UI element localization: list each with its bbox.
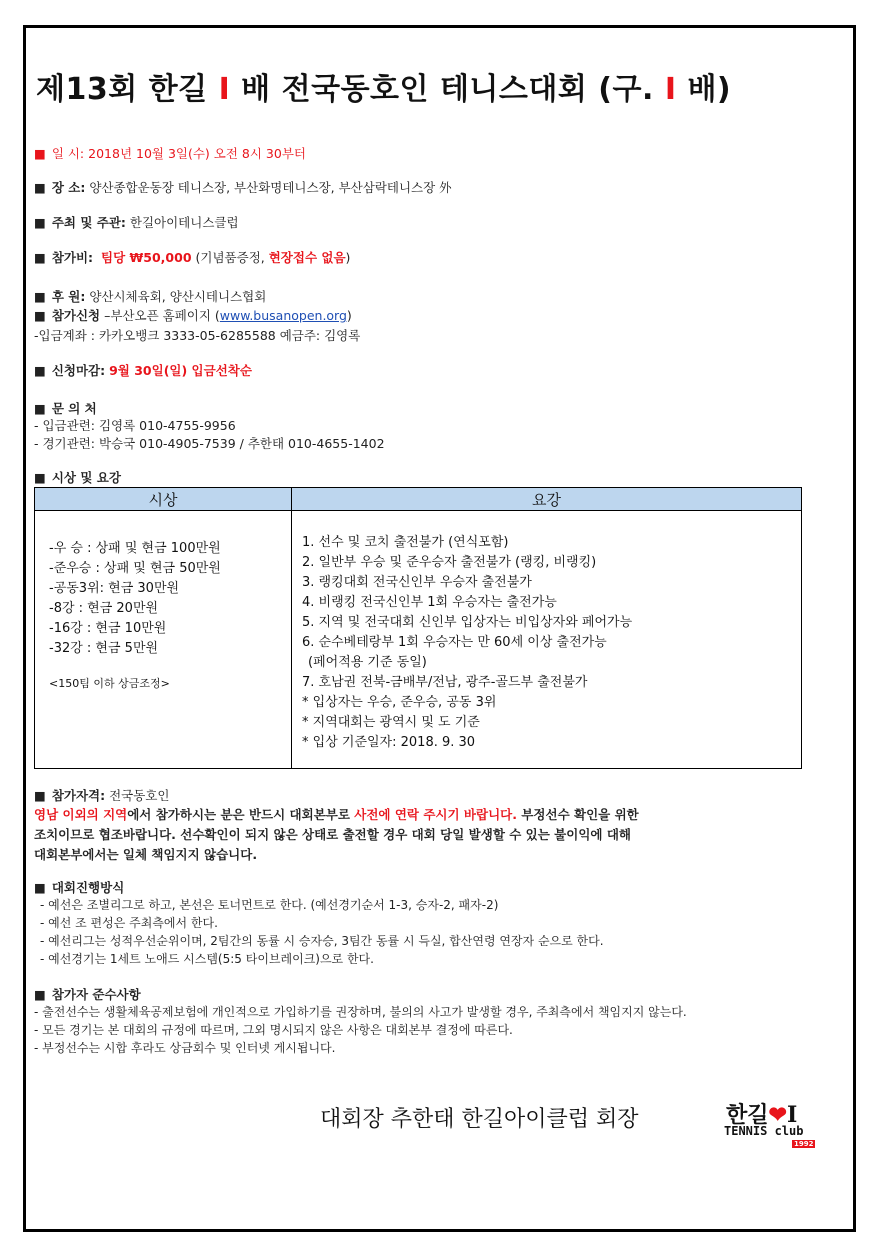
signature: 대회장 추한태 한길아이클럽 회장: [320, 1107, 639, 1132]
logo-year: 1992: [794, 1140, 814, 1148]
rule-item: * 입상 기준일자: 2018. 9. 30: [302, 735, 476, 750]
page-title: 제13회 한길 I 배 전국동호인 테니스대회 (구. I 배): [36, 72, 732, 107]
rule-item: 5. 지역 및 전국대회 신인부 입상자는 비입상자와 페어가능: [302, 615, 633, 630]
rule-item: * 입상자는 우승, 준우승, 공동 3위: [302, 695, 497, 710]
progress-header: ■ 대회진행방식: [34, 880, 125, 895]
rule-item: 3. 랭킹대회 전국신인부 우승자 출전불가: [302, 575, 532, 590]
host-line: ■ 주최 및 주관: 한길아이테니스클럽: [34, 215, 239, 230]
apply-line: ■ 참가신청 –부산오픈 홈페이지 (www.busanopen.org): [34, 308, 352, 323]
compliance-item: - 모든 경기는 본 대회의 규정에 따르며, 그외 명시되지 않은 사항은 대회본부 결정에 따른다.: [34, 1023, 513, 1037]
rules-cell: [292, 511, 802, 769]
prize-item: -우 승 : 상패 및 현금 100만원: [49, 541, 221, 556]
progress-item: - 예선리그는 성적우선순위이며, 2팀간의 동률 시 승자승, 3팀간 동률 시 득실, 합산연령 연장자 순으로 한다.: [40, 934, 604, 948]
compliance-item: - 부정선수는 시합 후라도 상금회수 및 인터넷 게시됩니다.: [34, 1041, 336, 1055]
prize-cell: [35, 511, 292, 769]
eligibility-line-3: 대회본부에서는 일체 책임지지 않습니다.: [34, 847, 258, 862]
compliance-header: ■ 참가자 준수사항: [34, 987, 141, 1002]
contact-game: - 경기관련: 박승국 010-4905-7539 / 추한태 010-4655-1402: [34, 436, 385, 451]
fee-line: ■ 참가비: 팀당 ₩50,000 (기념품증정, 현장접수 없음): [34, 250, 351, 265]
awards-table: [34, 487, 802, 769]
prize-item: -32강 : 현금 5만원: [49, 641, 159, 656]
logo-title: 한길❤I: [726, 1102, 798, 1128]
rule-item: 6. 순수베테랑부 1회 우승자는 만 60세 이상 출전가능: [302, 635, 607, 650]
account-line: -입금계좌 : 카카오뱅크 3333-05-6285588 예금주: 김영록: [34, 328, 361, 343]
eligibility-line-1: 영남 이외의 지역에서 참가하시는 분은 반드시 대회본부로 사전에 연락 주시기 바랍니다. 부정선수 확인을 위한: [34, 807, 639, 822]
rule-item: * 지역대회는 광역시 및 도 기준: [302, 715, 480, 730]
logo-subtitle: TENNIS club: [724, 1124, 804, 1138]
compliance-item: - 출전선수는 생활체육공제보험에 개인적으로 가입하기를 권장하며, 불의의 사고가 발생할 경우, 주최측에서 책임지지 않는다.: [34, 1005, 687, 1019]
awards-section-header: ■ 시상 및 요강: [34, 470, 121, 485]
contact-payment: - 입금관련: 김영록 010-4755-9956: [34, 418, 236, 433]
rule-item: 1. 선수 및 코치 출전불가 (연식포함): [302, 535, 509, 550]
busanopen-link[interactable]: www.busanopen.org: [219, 308, 347, 323]
rule-item: 7. 호남권 전북-금배부/전남, 광주-골드부 출전불가: [302, 675, 588, 690]
progress-item: - 예선경기는 1세트 노애드 시스템(5:5 타이브레이크)으로 한다.: [40, 952, 374, 966]
venue-line: ■ 장 소: 양산종합운동장 테니스장, 부산화명테니스장, 부산삼락테니스장 外: [34, 180, 452, 195]
progress-item: - 예선 조 편성은 주최측에서 한다.: [40, 916, 218, 930]
awards-head-right: 요강: [292, 488, 802, 511]
heart-icon: ❤: [768, 1102, 787, 1128]
prize-note: <150팀 이하 상금조정>: [49, 677, 170, 690]
club-logo: [720, 1098, 830, 1154]
date-line: ■ 일 시: 2018년 10월 3일(수) 오전 8시 30부터: [34, 146, 306, 161]
prize-item: -8강 : 현금 20만원: [49, 601, 159, 616]
sponsor-line: ■ 후 원: 양산시체육회, 양산시테니스협회: [34, 289, 267, 304]
contact-header: ■ 문 의 처: [34, 401, 97, 416]
progress-item: - 예선은 조별리그로 하고, 본선은 토너먼트로 한다. (예선경기순서 1-3, 승자-2, 패자-2): [40, 898, 499, 912]
rule-item: (페어적용 기준 동일): [308, 655, 427, 670]
rule-item: 4. 비랭킹 전국신인부 1회 우승자는 출전가능: [302, 595, 557, 610]
prize-item: -준우승 : 상패 및 현금 50만원: [49, 561, 221, 576]
eligibility-header: ■ 참가자격: 전국동호인: [34, 788, 170, 803]
prize-item: -16강 : 현금 10만원: [49, 621, 167, 636]
prize-item: -공동3위: 현금 30만원: [49, 581, 180, 596]
deadline-line: ■ 신청마감: 9월 30일(일) 입금선착순: [34, 363, 252, 378]
eligibility-line-2: 조치이므로 협조바랍니다. 선수확인이 되지 않은 상태로 출전할 경우 대회 당일 발생할 수 있는 불이익에 대해: [34, 827, 631, 842]
rule-item: 2. 일반부 우승 및 준우승자 출전불가 (랭킹, 비랭킹): [302, 555, 597, 570]
awards-head-left: 시상: [35, 488, 292, 511]
